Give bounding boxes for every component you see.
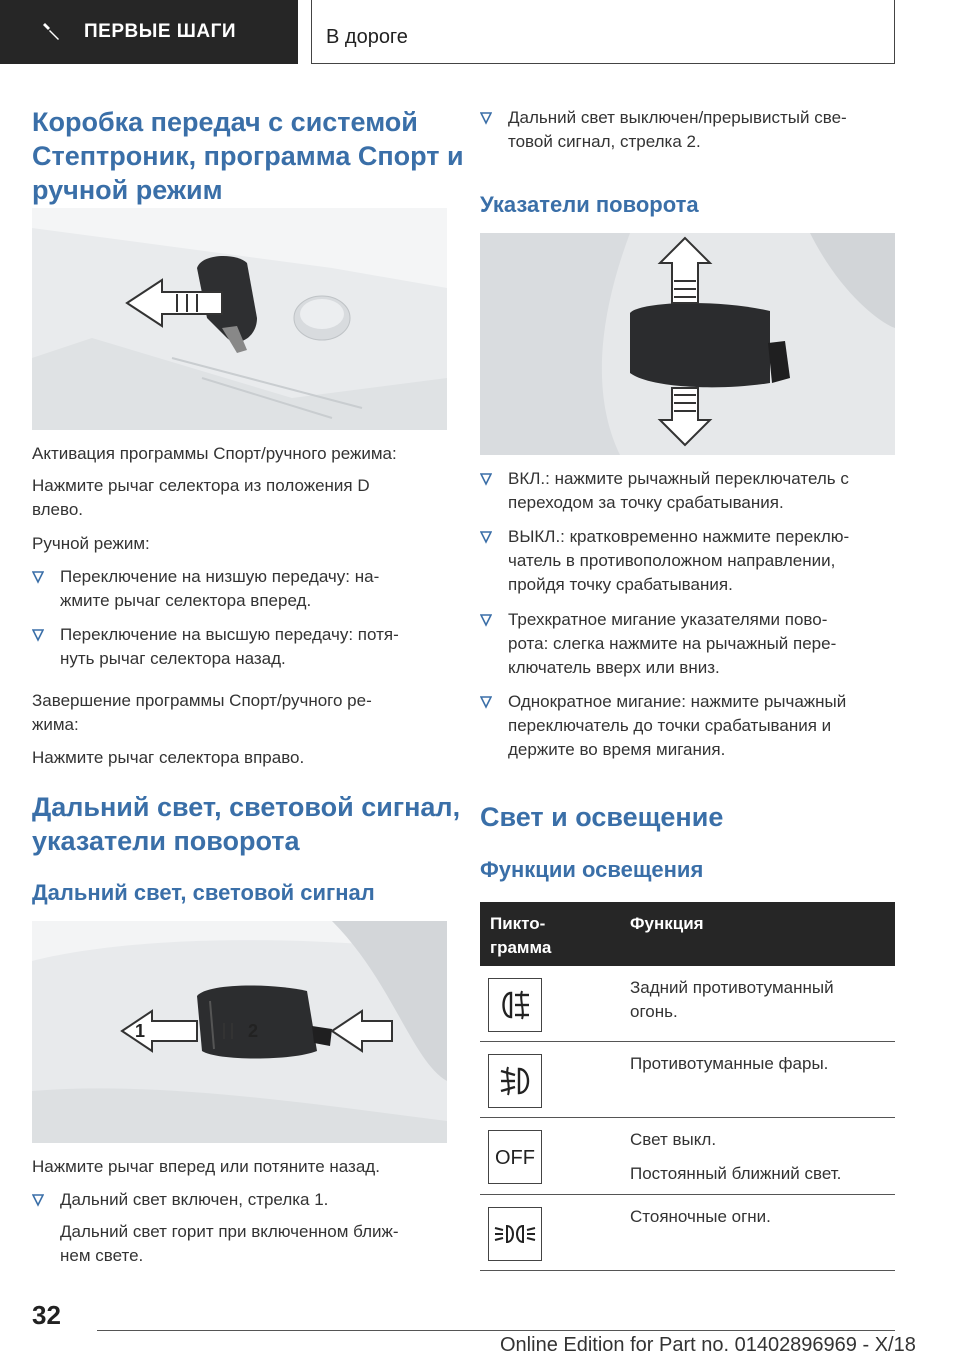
wrench-icon — [40, 21, 62, 43]
list-item: Дальний свет выключен/прерывистый све- товой сигнал, стрелка 2. — [480, 106, 900, 154]
table-row — [480, 1195, 895, 1271]
row-description: Стояночные огни. — [630, 1207, 771, 1226]
section-header — [311, 0, 895, 64]
row-description: Задний противотуманный огонь. — [630, 978, 834, 1021]
list-item: Переключение на низшую передачу: на- жмите рычаг селектора вперед. — [32, 565, 452, 613]
svg-text:OFF: OFF — [495, 1147, 535, 1169]
text-push-left: Нажмите рычаг селектора из положения D влево. — [32, 476, 370, 519]
list-item: ВКЛ.: нажмите рычажный переключатель с переходом за точку срабатывания. — [480, 467, 900, 515]
bullet-triangle-icon — [480, 472, 492, 486]
table-row — [480, 1118, 895, 1195]
chapter-tab[interactable] — [0, 0, 298, 64]
list-item: Однократное мигание: нажмите рычажный переключатель до точки срабатывания и держите во время мигания. — [480, 690, 900, 762]
page-number: 32 — [32, 1300, 61, 1330]
bullet-triangle-icon — [32, 628, 44, 642]
text-high-beam-note: Дальний свет горит при включенном ближ- нем свете. — [60, 1222, 399, 1265]
off-icon — [488, 1130, 542, 1184]
bullet-triangle-icon — [480, 613, 492, 627]
row-description: Противотуманные фары. — [630, 1054, 829, 1073]
footer-edition: Online Edition for Part no. 01402896969 - X/18 — [500, 1334, 916, 1356]
bullet-triangle-icon — [480, 111, 492, 125]
column-header-function: Функция — [630, 914, 704, 933]
text-push-pull: Нажмите рычаг вперед или потяните назад. — [32, 1157, 380, 1176]
arrow-1-label: 1 — [135, 1021, 146, 1041]
footer-divider — [97, 1330, 895, 1331]
high-beam-stalk-photo — [32, 921, 447, 1143]
table-row — [480, 1042, 895, 1118]
turn-signal-stalk-photo — [480, 233, 895, 455]
parking-lights-icon — [488, 1207, 542, 1261]
rear-fog-light-icon — [488, 978, 542, 1032]
list-item: Переключение на высшую передачу: потя- нуть рычаг селектора назад. — [32, 623, 452, 671]
heading-light-functions: Функции освещения — [480, 857, 704, 882]
table-row — [480, 966, 895, 1042]
section-title: В дороге — [326, 26, 408, 48]
text-push-right: Нажмите рычаг селектора вправо. — [32, 748, 305, 767]
gear-selector-photo — [32, 208, 447, 430]
lighting-functions-table — [480, 902, 895, 1271]
chapter-title: ПЕРВЫЕ ШАГИ — [84, 21, 237, 42]
bullet-triangle-icon — [480, 695, 492, 709]
list-item: Дальний свет включен, стрелка 1. — [32, 1188, 452, 1212]
bullet-triangle-icon — [480, 530, 492, 544]
heading-steptronic: Коробка передач с системой Стептроник, программа Спорт и ручной режим — [32, 107, 464, 205]
row-description: Свет выкл. Постоянный ближний свет. — [630, 1130, 842, 1183]
bullet-triangle-icon — [32, 1193, 44, 1207]
front-fog-lights-icon — [488, 1054, 542, 1108]
list-item: Трехкратное мигание указателями пово- рота: слегка нажмите на рычажный пере- ключатель вверх или вниз. — [480, 608, 900, 680]
list-item: ВЫКЛ.: кратковременно нажмите переклю- чатель в противоположном направлении, пройдя точку срабатывания. — [480, 525, 900, 597]
column-header-pictogram: Пикто- грамма — [490, 914, 552, 957]
text-activation: Активация программы Спорт/ручного режима: — [32, 444, 397, 463]
heading-lights: Свет и освещение — [480, 802, 724, 832]
heading-turn-signals: Указатели поворота — [480, 192, 699, 217]
heading-high-beam-indicators: Дальний свет, световой сигнал, указатели поворота — [32, 792, 461, 856]
bullet-triangle-icon — [32, 570, 44, 584]
text-finish-program: Завершение программы Спорт/ручного ре- жима: — [32, 691, 372, 734]
table-header — [480, 902, 895, 966]
heading-high-beam-flash: Дальний свет, световой сигнал — [32, 880, 375, 905]
arrow-2-label: 2 — [248, 1021, 259, 1041]
text-manual-mode: Ручной режим: — [32, 534, 150, 553]
